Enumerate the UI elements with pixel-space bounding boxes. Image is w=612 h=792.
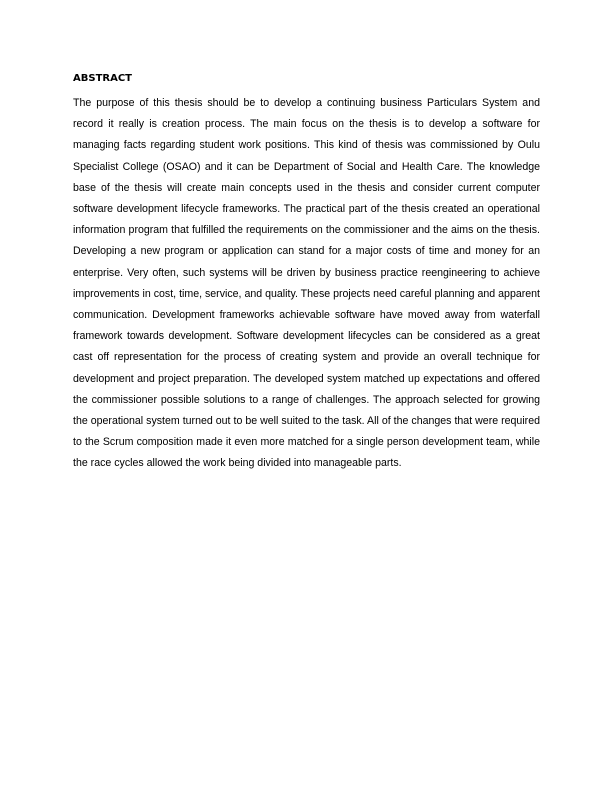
abstract-paragraph: The purpose of this thesis should be to develop a continuing business Particulars System and record it really is creation process. The main focus on the thesis is to develop a software for managing facts regarding student work positions. This kind of thesis was commissioned by Oulu Specialist College (OSAO) and it can be Department of Social and Health Care. The knowledge base of the thesis will create main concepts used in the thesis and consider current computer software development lifecycle frameworks. The practical part of the thesis created an operational information program that fulfilled the requirements on the commissioner and the aims on the thesis. Developing a new program or application can stand for a major costs of time and money for an enterprise. Very often, such systems will be driven by business practice reengineering to achieve improvements in cost, time, service, and quality. These projects need careful planning and apparent communication. Development frameworks achievable software have moved away from waterfall framework towards development. Software development lifecycles can be considered as a great cast off representation for the process of creating system and provide an overall technique for development and project preparation. The developed system matched up expectations and offered the commissioner possible solutions to a range of challenges. The approach selected for growing the operational system turned out to be well suited to the task. All of the changes that were required to the Scrum composition made it even more matched for a single person development team, while the race cycles allowed the work being divided into manageable parts. xyxy=(73,97,540,470)
abstract-heading: ABSTRACT xyxy=(73,73,132,84)
